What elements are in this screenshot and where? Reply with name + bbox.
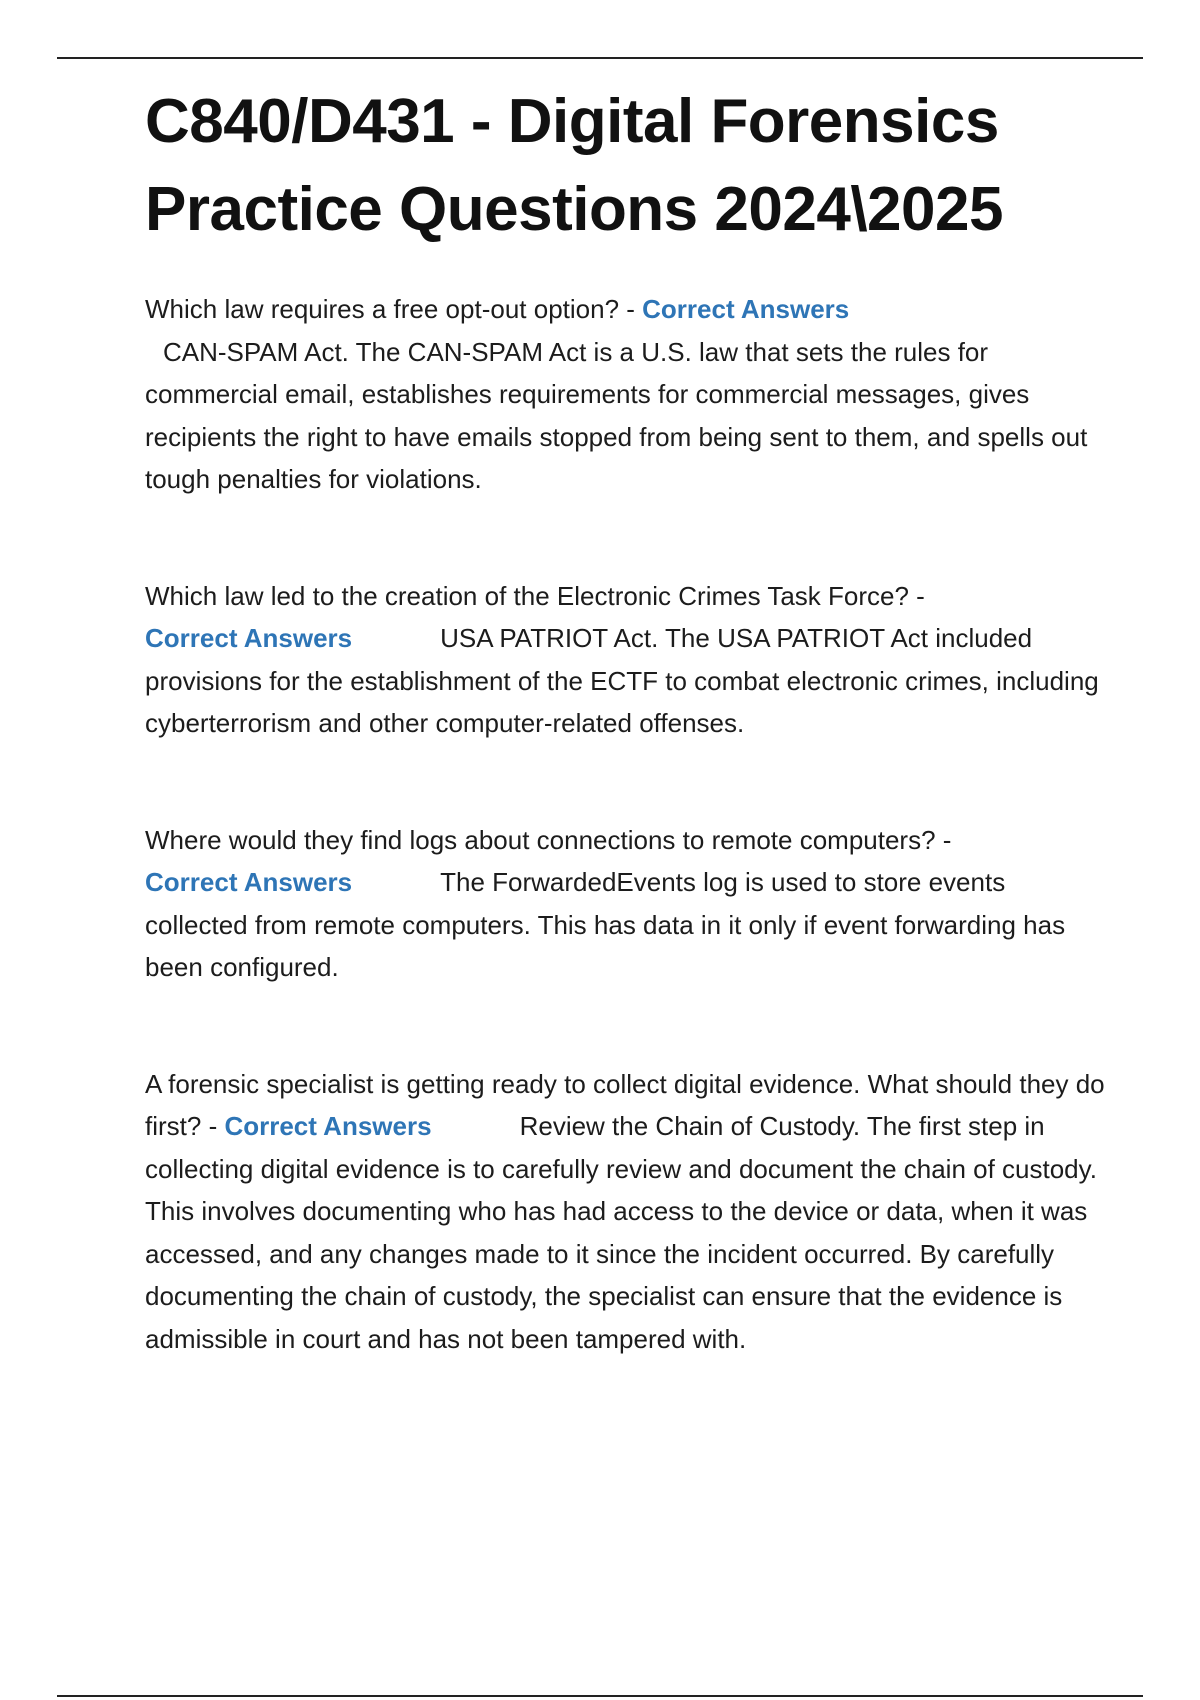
top-rule [57,57,1143,59]
qa-item [145,575,1105,745]
qa-item [145,819,1105,989]
title-line-1: C840/D431 - Digital Forensics [145,87,999,156]
page-title [145,78,1105,254]
correct-answers-label: Correct Answers [642,294,850,324]
correct-answers-label: Correct Answers [145,623,353,653]
bottom-rule [57,1695,1143,1697]
correct-answers-label: Correct Answers [224,1111,432,1141]
qa-list [145,288,1105,1360]
answer-text: USA PATRIOT Act. The USA PATRIOT Act included provisions for the establishment of the ECTF to combat electronic crimes, including cyberterrorism and other computer-related offenses. [145,623,1099,738]
qa-item [145,288,1105,501]
question-text: Where would they find logs about connections to remote computers? - [145,824,952,855]
correct-answers-label: Correct Answers [145,867,353,897]
title-line-2: Practice Questions 2024\2025 [145,175,1003,244]
answer-text: The ForwardedEvents log is used to store events collected from remote computers. This has data in it only if event forwarding has been configured. [145,867,1066,982]
qa-item [145,1063,1105,1361]
answer-text: Review the Chain of Custody. The first step in collecting digital evidence is to carefully review and document the chain of custody. This involves documenting who has had access to the device or data, when it was accessed, and any changes made to it since the incident occurred. By carefully documenting the chain of custody, the specialist can ensure that the evidence is admissible in court and has not been tampered with. [145,1111,1097,1354]
question-text: Which law requires a free opt-out option? - [145,294,643,324]
question-text: A forensic specialist is getting ready to collect digital evidence. What should they do first? - [145,1068,1105,1141]
answer-text: CAN-SPAM Act. The CAN-SPAM Act is a U.S. law that sets the rules for commercial email, establishes requirements for commercial messages, gives recipients the right to have emails stopped from being sent to them, and spells out tough penalties for violations. [145,336,1088,494]
question-text: Which law led to the creation of the Electronic Crimes Task Force? - [145,580,925,611]
document-body [145,78,1105,1434]
